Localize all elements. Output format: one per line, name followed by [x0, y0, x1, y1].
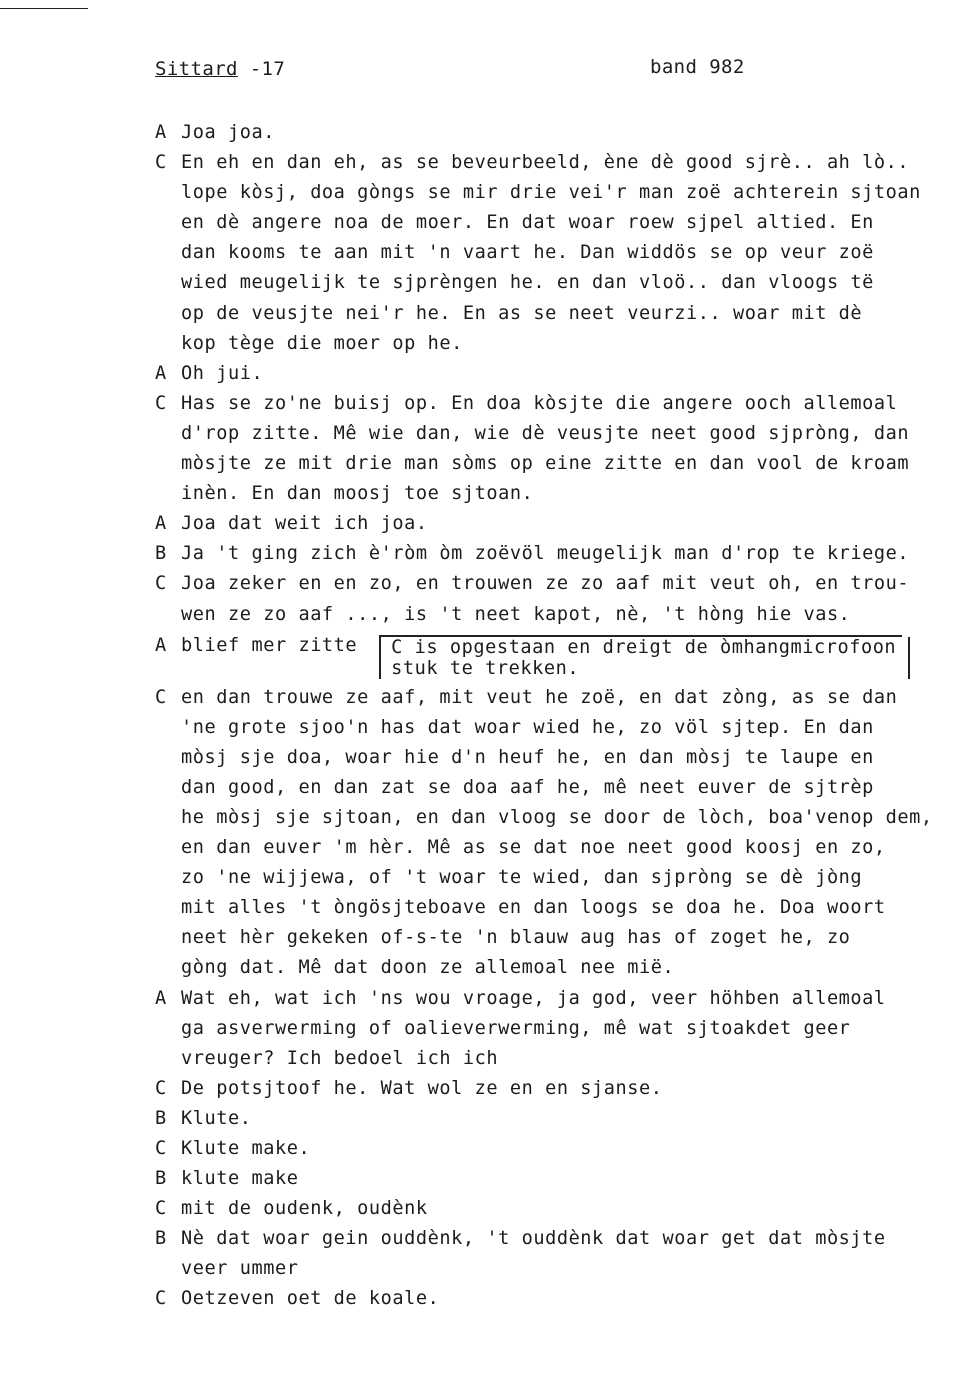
speaker-label: [155, 208, 181, 238]
speaker-label: [155, 1044, 181, 1074]
speaker-label: [155, 773, 181, 803]
header-location: [155, 58, 285, 80]
header-number: -17: [237, 58, 286, 80]
speaker-label: C: [155, 1198, 167, 1220]
turn-text-line: De potsjtoof he. Wat wol ze en en sjanse.: [181, 1077, 663, 1099]
turn-text-line: en dè angere noa de moer. En dat woar roew sjpel altied. En: [181, 212, 874, 234]
transcript-continuation-line: [155, 600, 970, 630]
turn-text-line: gòng dat. Mê dat doon ze allemoal nee mië.: [181, 957, 675, 979]
transcript-turn: [155, 1074, 970, 1104]
transcript-continuation-line: [155, 299, 970, 329]
note-line: stuk te trekken.: [391, 657, 580, 679]
speaker-label: [155, 238, 181, 268]
transcript-continuation-line: [155, 833, 970, 863]
turn-text-line: mòsj sje doa, woar hie d'n heuf he, en dan mòsj te laupe en: [181, 746, 874, 768]
speaker-label: [155, 923, 181, 953]
header-tape-number: band 982: [650, 56, 745, 78]
turn-text-line: mit alles 't òngösjteboave en dan loogs se doa he. Doa woort: [181, 897, 886, 919]
speaker-label: A: [155, 513, 167, 535]
transcript-continuation-line: [155, 923, 970, 953]
transcript-continuation-line: [155, 863, 970, 893]
turn-text: blief mer zitte: [181, 634, 358, 656]
transcript-continuation-line: [155, 773, 970, 803]
turn-text-line: he mòsj sje sjtoan, en dan vloog se door de lòch, boa'venop dem,: [181, 806, 933, 828]
turn-text-line: Klute make.: [181, 1138, 311, 1159]
transcript-continuation-line: [155, 479, 970, 509]
transcript-turn: [155, 148, 970, 178]
speaker-label: C: [155, 392, 167, 414]
turn-text-line: mit de oudenk, oudènk: [181, 1198, 428, 1220]
speaker-label: B: [155, 1107, 167, 1129]
speaker-label: A: [155, 987, 167, 1009]
speaker-label: [155, 713, 181, 743]
transcript-turn: [155, 569, 970, 599]
turn-text-line: wen ze zo aaf ..., is 't neet kapot, nè, 't hòng hie vas.: [181, 603, 851, 625]
transcript-turn: [155, 539, 970, 569]
transcript-turn: [155, 1284, 970, 1314]
transcript-turn: [155, 389, 970, 419]
transcript-continuation-line: [155, 893, 970, 923]
speaker-label: [155, 329, 181, 359]
page-edge-rule: [0, 8, 88, 9]
turn-text-line: lope kòsj, doa gòngs se mir drie vei'r man zoë achterein sjtoan: [181, 182, 921, 204]
transcript-continuation-line: [155, 803, 970, 833]
speaker-label: A: [155, 362, 167, 384]
turn-text-line: en dan trouwe ze aaf, mit veut he zoë, en dat zòng, as se dan: [181, 686, 898, 708]
speaker-label: C: [155, 1138, 167, 1159]
turn-text-line: Joa dat weit ich joa.: [181, 513, 428, 535]
turn-text-line: en dan euver 'm hèr. Mê as se dat noe neet good koosj en zo,: [181, 837, 886, 859]
transcript-continuation-line: [155, 449, 970, 479]
transcript-continuation-line: [155, 953, 970, 983]
transcript-turn: [155, 359, 970, 389]
speaker-label: C: [155, 686, 167, 708]
transcript-continuation-line: [155, 329, 970, 359]
transcript-turn: [155, 1194, 970, 1224]
turn-text-line: inèn. En dan moosj toe sjtoan.: [181, 483, 534, 505]
transcript-continuation-line: [155, 268, 970, 298]
turn-text-line: Wat eh, wat ich 'ns wou vroage, ja god, veer höhben allemoal: [181, 987, 886, 1009]
turn-text-line: d'rop zitte. Mê wie dan, wie dè veusjte neet good sjpròng, dan: [181, 422, 910, 444]
turn-text-line: dan good, en dan zat se doa aaf he, mê neet euver de sjtrèp: [181, 776, 874, 798]
speaker-label: [155, 299, 181, 329]
speaker-label: C: [155, 1288, 167, 1310]
transcript-turn: [155, 1164, 970, 1194]
speaker-label: [155, 1254, 181, 1284]
turn-text-line: vreuger? Ich bedoel ich ich: [181, 1047, 499, 1069]
transcript-turn: [155, 630, 970, 683]
turn-text-line: Klute.: [181, 1107, 252, 1129]
speaker-label: [155, 863, 181, 893]
speaker-label: C: [155, 573, 167, 595]
speaker-label: [155, 953, 181, 983]
turn-text-line: Joa joa.: [181, 122, 275, 143]
speaker-label: [155, 178, 181, 208]
speaker-label: [155, 479, 181, 509]
turn-text-line: Ja 't ging zich è'ròm òm zoëvöl meugelijk man d'rop te kriege.: [181, 543, 910, 565]
turn-text-line: zo 'ne wijjewa, of 't woar te wied, dan sjpròng se dè jòng: [181, 867, 863, 889]
transcript-continuation-line: [155, 178, 970, 208]
turn-text-line: Oetzeven oet de koale.: [181, 1288, 440, 1310]
speaker-label: A: [155, 122, 167, 143]
speaker-label: C: [155, 1077, 167, 1099]
transcript-continuation-line: [155, 743, 970, 773]
speaker-label: [155, 1014, 181, 1044]
turn-text-line: Has se zo'ne buisj op. En doa kòsjte die angere ooch allemoal: [181, 392, 898, 414]
turn-text-line: wied meugelijk te sjprèngen he. en dan vloö.. dan vloogs të: [181, 272, 874, 294]
speaker-label: [155, 893, 181, 923]
speaker-label: [155, 833, 181, 863]
speaker-label: B: [155, 1228, 167, 1250]
turn-text-line: kop tège die moer op he.: [181, 332, 463, 354]
speaker-label: [155, 803, 181, 833]
speaker-label: B: [155, 543, 167, 565]
speaker-label: [155, 449, 181, 479]
turn-text-line: dan kooms te aan mit 'n vaart he. Dan widdös se op veur zoë: [181, 242, 874, 264]
turn-text-line: neet hèr gekeken of-s-te 'n blauw aug has of zoget he, zo: [181, 927, 851, 949]
header-place: Sittard: [155, 58, 238, 80]
turn-text-line: veer ummer: [181, 1258, 299, 1280]
speaker-label: A: [155, 634, 167, 656]
speaker-label: [155, 268, 181, 298]
turn-text-line: En eh en dan eh, as se beveurbeeld, ène dè good sjrè.. ah lò..: [181, 152, 910, 174]
note-line: C is opgestaan en dreigt de òmhangmicrofoon: [391, 636, 897, 658]
transcript-turn: [155, 1134, 970, 1164]
speaker-label: [155, 600, 181, 630]
speaker-label: [155, 743, 181, 773]
transcript-continuation-line: [155, 1254, 970, 1284]
speaker-label: B: [155, 1168, 167, 1190]
turn-text-line: 'ne grote sjoo'n has dat woar wied he, zo völ sjtep. En dan: [181, 716, 874, 738]
transcript-turn: [155, 1224, 970, 1254]
transcript-turn: [155, 984, 970, 1014]
turn-text-line: Nè dat woar gein ouddènk, 't ouddènk dat woar get dat mòsjte: [181, 1228, 886, 1250]
transcript-continuation-line: [155, 238, 970, 268]
turn-text-line: Joa zeker en en zo, en trouwen ze zo aaf mit veut oh, en trou-: [181, 573, 910, 595]
turn-text-line: klute make: [181, 1168, 299, 1190]
transcript-turn: [155, 683, 970, 713]
transcript-turn: [155, 1104, 970, 1134]
transcript-continuation-line: [155, 713, 970, 743]
transcript-continuation-line: [155, 208, 970, 238]
turn-text-line: ga asverwerming of oalieverwerming, mê wat sjtoakdet geer: [181, 1017, 851, 1039]
speaker-label: [155, 419, 181, 449]
transcript-continuation-line: [155, 1014, 970, 1044]
speaker-label: C: [155, 152, 167, 174]
turn-text-line: mòsjte ze mit drie man sòms op eine zitte en dan vool de kroam: [181, 453, 910, 475]
transcript-continuation-line: [155, 1044, 970, 1074]
turn-text-line: Oh jui.: [181, 362, 264, 384]
transcript-continuation-line: [155, 419, 970, 449]
transcript-turn: [155, 118, 970, 148]
transcript-body: [155, 118, 970, 1315]
stage-direction-note: [379, 635, 902, 679]
turn-text-line: op de veusjte nei'r he. En as se neet veurzi.. woar mit dè: [181, 302, 863, 324]
transcript-turn: [155, 509, 970, 539]
